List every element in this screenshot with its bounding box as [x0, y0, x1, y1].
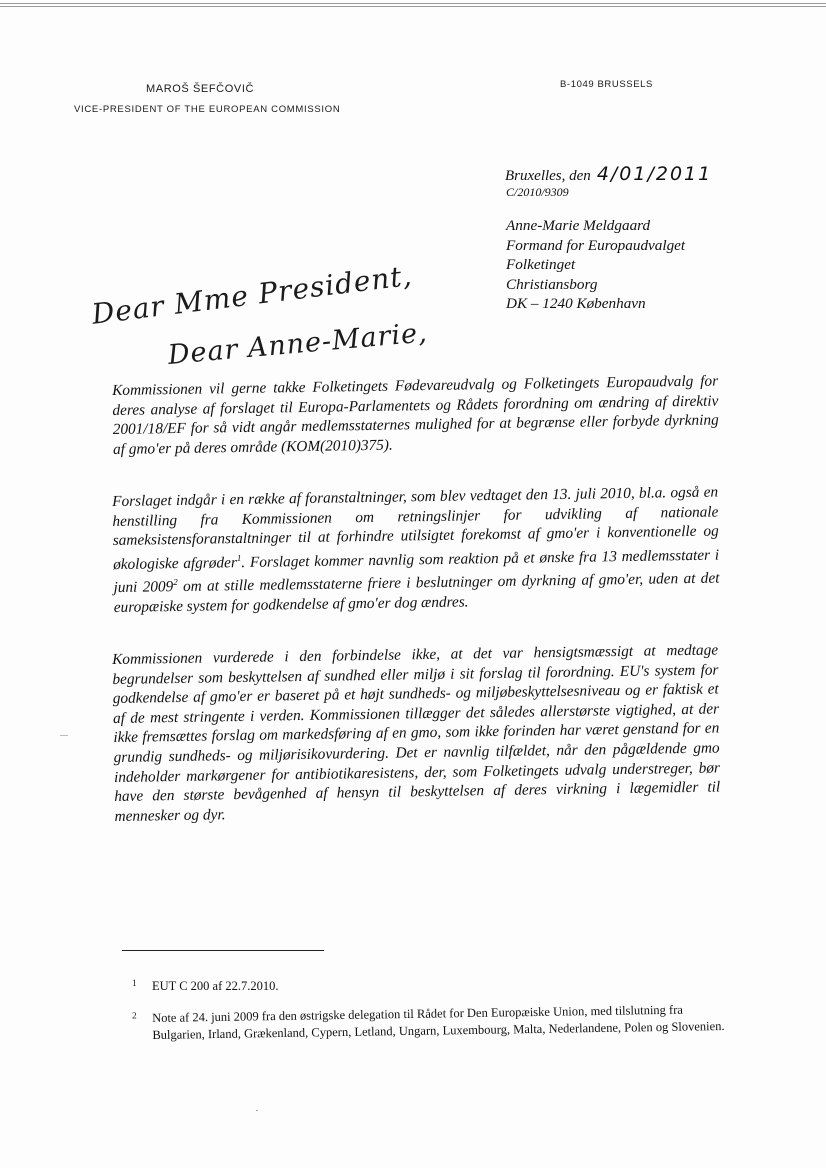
dateline	[505, 163, 712, 185]
footnote-number: 2	[132, 1010, 137, 1021]
footnote-2	[132, 1001, 732, 1043]
handwritten-salutation-1: Dear Mme President,	[89, 258, 415, 331]
reference-number: C/2010/9309	[506, 185, 569, 199]
footnote-ref-2: 2	[173, 577, 178, 588]
paragraph-text: Forslaget indgår i en række af foranstaltninger, som blev vedtaget den 13. juli 2010, bl.a. også en henstilling fra Kommissionen om retningslinjer for udvikling af nationale sameksistensforanstaltninger til at forhindre utilsigtet forekomst af gmo'er i konventionelle og økologiske afgrøder	[112, 483, 719, 573]
handwritten-salutation-2: Dear Anne-Marie,	[166, 317, 429, 371]
paragraph-text: om at stille medlemsstaterne friere i beslutninger om dyrkning af gmo'er, uden at det europæiske system for godkendelse af gmo'er dog ændres.	[113, 570, 720, 617]
scan-edge-line	[0, 6, 826, 7]
recipient-line: Folketinget	[506, 256, 576, 273]
recipient-address	[506, 216, 685, 314]
recipient-line: Anne-Marie Meldgaard	[506, 217, 651, 234]
footnote-1	[132, 978, 279, 995]
dateline-place: Bruxelles, den	[505, 168, 591, 184]
footnote-number: 1	[132, 978, 137, 988]
scan-edge-line	[0, 3, 826, 4]
footnote-text: EUT C 200 af 22.7.2010.	[152, 979, 279, 993]
recipient-line: DK – 1240 København	[506, 295, 646, 312]
recipient-line: Christiansborg	[506, 275, 598, 293]
sender-address: B-1049 BRUSSELS	[560, 79, 653, 90]
scan-speck	[60, 735, 68, 736]
sender-role: VICE-PRESIDENT OF THE EUROPEAN COMMISSION	[74, 104, 341, 115]
footnote-separator	[122, 950, 324, 951]
body-paragraph-1: Kommissionen vil gerne takke Folketingets Fødevareudvalg og Folketingets Europaudvalg for deres analyse af forslaget til Europa-Parlamentets og Rådets forordning om ændring af direktiv 2001/18/EF for så vidt angår medlemsstaternes mulighed for at begrænse eller forbyde dyrkning af gmo'er på deres område (KOM(2010)375).	[112, 372, 719, 458]
handwritten-date: 4/01/2011	[596, 163, 713, 185]
paragraph-text: . Forslaget kommer navnlig som reaktion på et ønske fra 13 medlemsstater i juni 2009	[113, 546, 720, 597]
recipient-line: Formand for Europaudvalget	[506, 236, 686, 254]
sender-name: MAROŠ ŠEFČOVIČ	[146, 83, 255, 95]
body-paragraph-3: Kommissionen vurderede i den forbindelse ikke, at det var hensigtsmæssigt at medtage begrundelser som beskyttelsen af sundhed eller miljø i sit forslag til forordning. EU's system for godkendelse af gmo'er er baseret på et højt sundheds- og miljøbeskyttelsesniveau og er faktisk et af de mest stringente i verden. Kommissionen tillægger det således allerstørste vigtighed, at der ikke fremsættes forslag om markedsføring af en gmo, som ikke forinden har været genstand for en grundig sundheds- og miljørisikovurdering. Det er navnlig tilfældet, når den pågældende gmo indeholder markørgener for antibiotikaresistens, der, som Folketingets udvalg understreger, bør have den største bevågenhed af hensyn til beskyttelsen af deres virkning i lægemidler til mennesker og dyr.	[112, 641, 721, 825]
footnote-ref-1: 1	[236, 552, 242, 563]
scan-speck	[256, 1110, 258, 1111]
footnote-text: Note af 24. juni 2009 fra den østrigske delegation til Rådet for Den Europæiske Union, med tilslutning fra Bulgarien, Irland, Grækenland, Cypern, Letland, Ungarn, Luxembourg, Malta, Nederlandene, Polen og Slovenien.	[152, 1002, 725, 1042]
body-paragraph-2	[112, 482, 720, 617]
